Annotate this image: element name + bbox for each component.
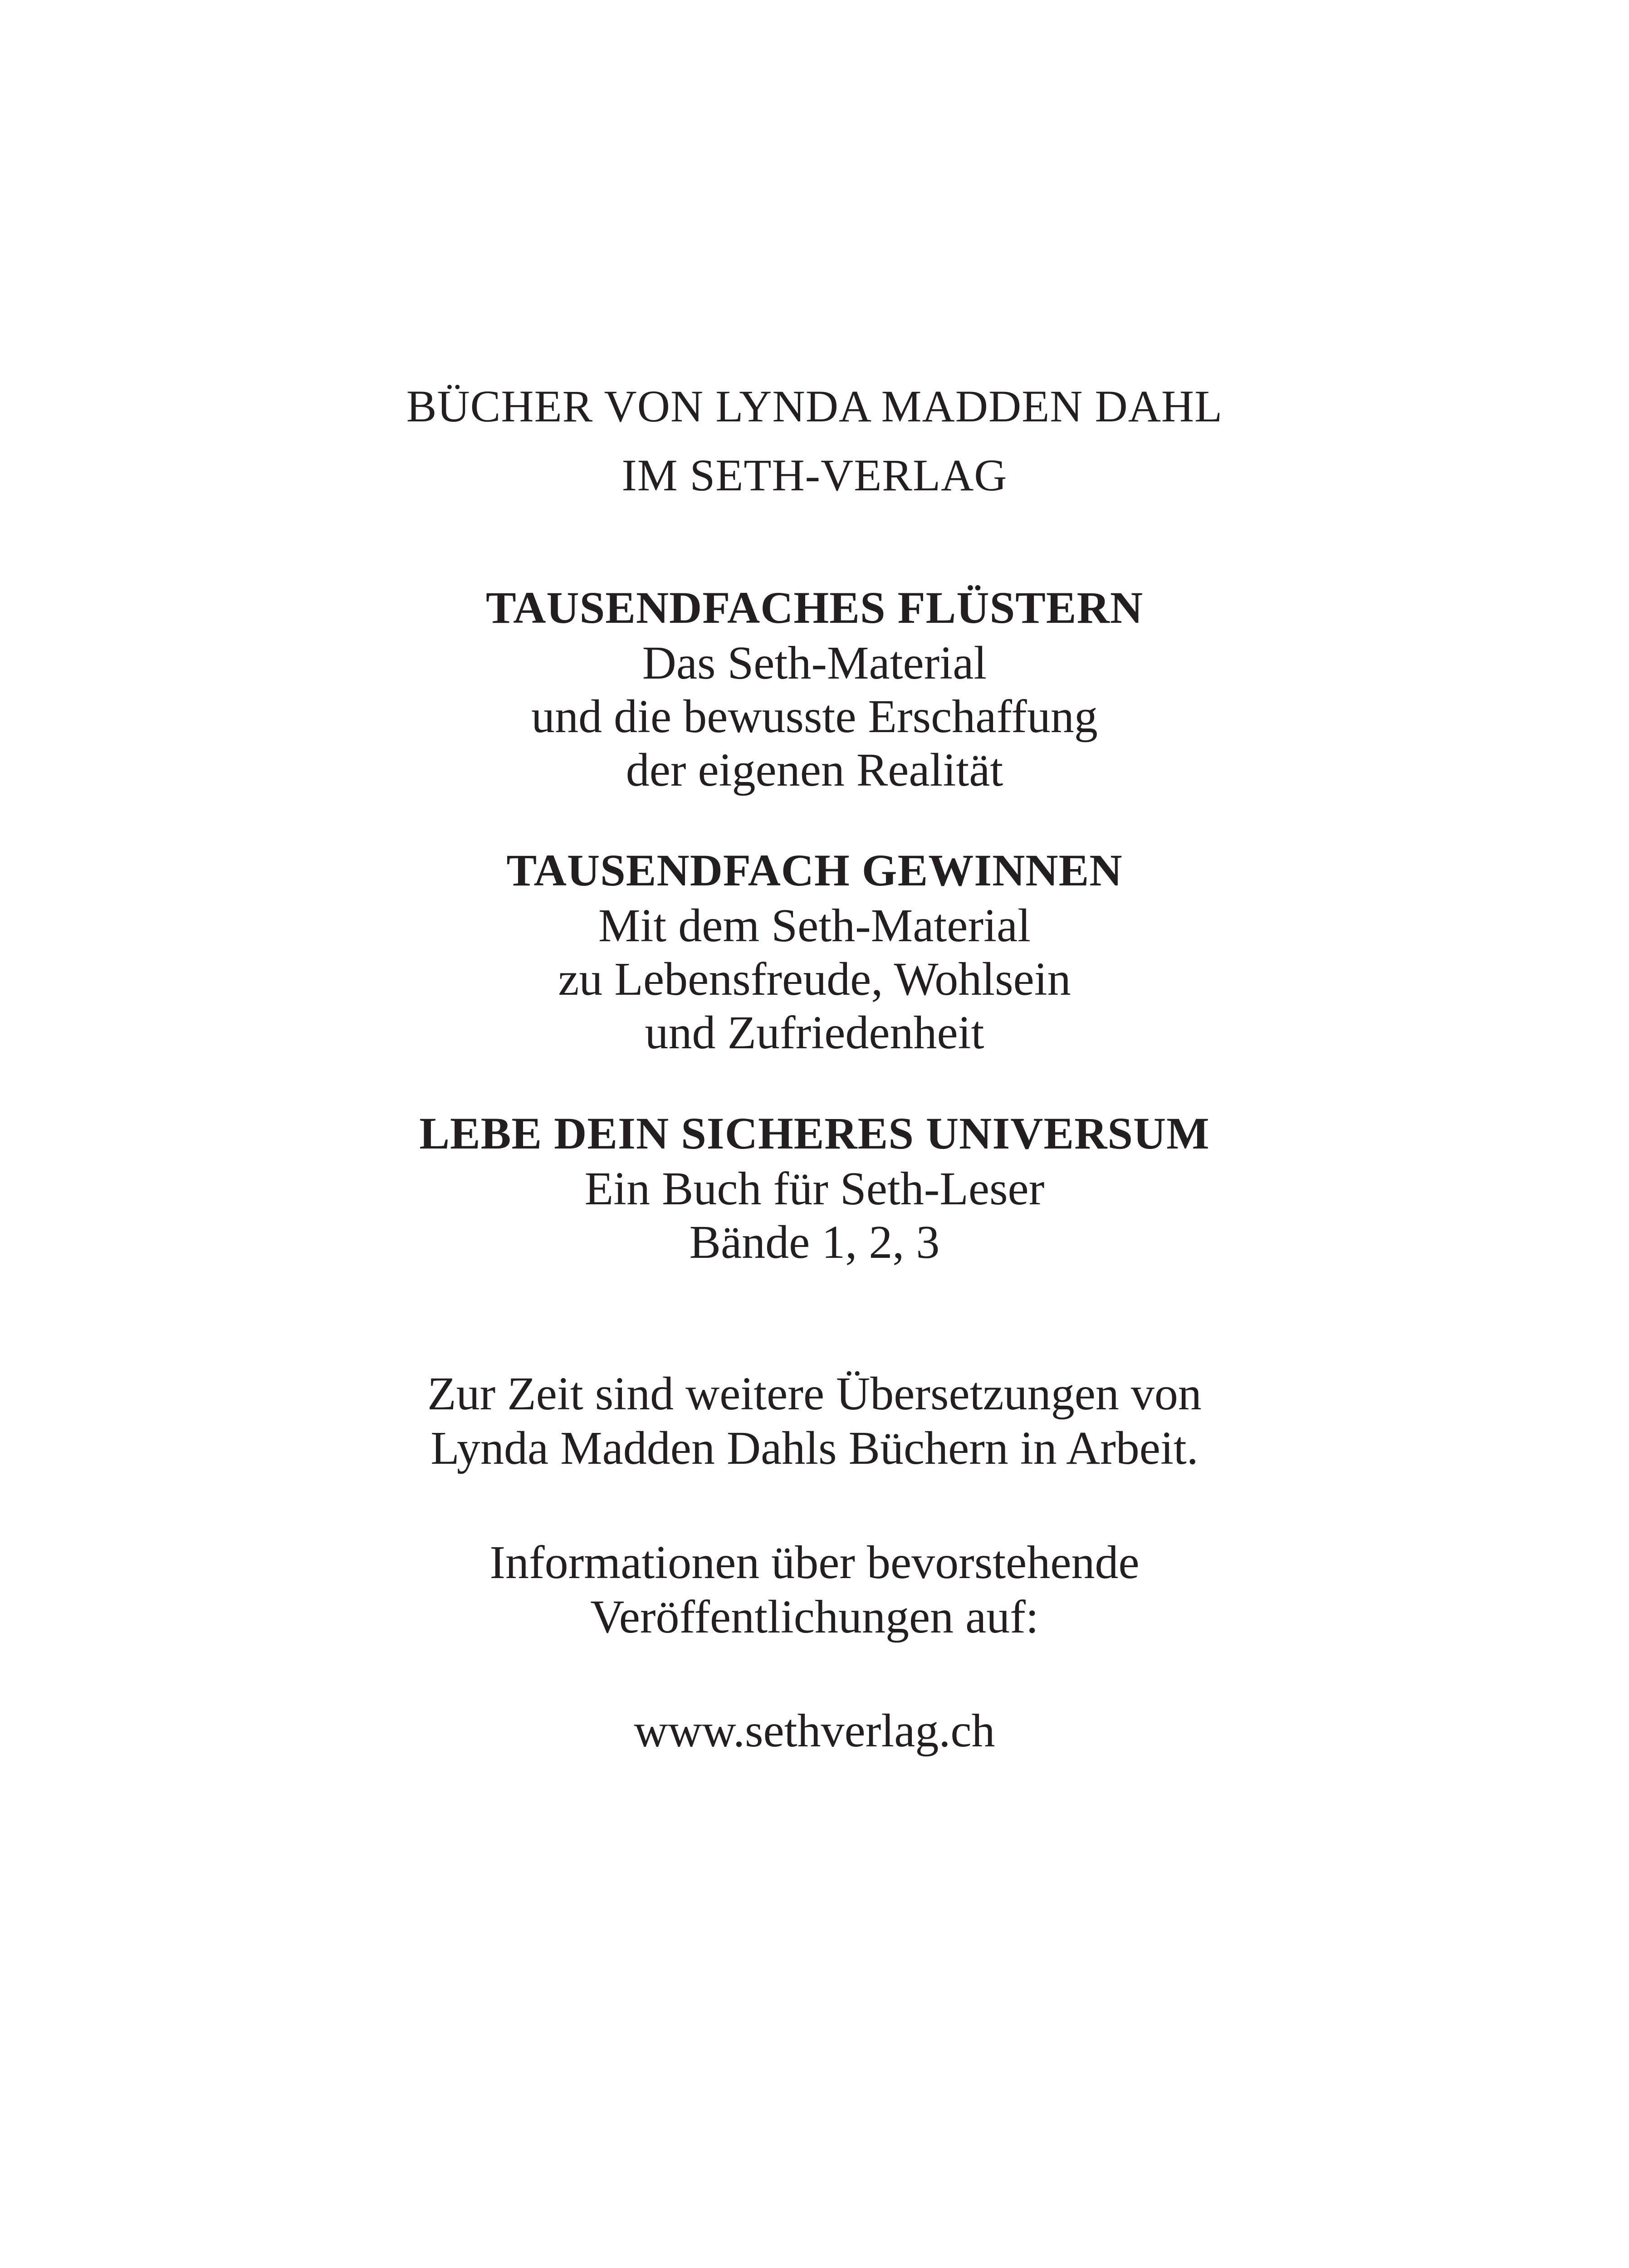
book-subtitle-line: und die bewusste Erschaffung [531, 690, 1098, 743]
book-subtitle-line: Ein Buch für Seth-Leser [584, 1163, 1045, 1215]
heading-line-2: IM SETH-VERLAG [621, 450, 1008, 500]
book-title: TAUSENDFACHES FLÜSTERN [485, 582, 1144, 633]
website-url: www.sethverlag.ch [634, 1705, 995, 1757]
publications-info [0, 1535, 1629, 1644]
book-title: LEBE DEIN SICHERES UNIVERSUM [419, 1108, 1210, 1158]
book-entry [0, 1105, 1629, 1269]
book-subtitle-line: und Zufriedenheit [645, 1007, 984, 1059]
translations-note-line-1: Zur Zeit sind weitere Übersetzungen von [427, 1368, 1202, 1420]
book-subtitle-line: Das Seth-Material [642, 637, 987, 689]
publisher-website [0, 1704, 1629, 1758]
publications-info-line-1: Informationen über bevorstehende [489, 1536, 1140, 1589]
book-subtitle-line: der eigenen Realität [626, 744, 1003, 796]
publications-info-line-2: Veröffentlichungen auf: [590, 1591, 1039, 1643]
book-subtitle-line: zu Lebensfreude, Wohlsein [558, 953, 1071, 1005]
translations-note-line-2: Lynda Madden Dahls Büchern in Arbeit. [430, 1422, 1199, 1474]
book-entry [0, 842, 1629, 1060]
page-heading [0, 372, 1629, 510]
book-entry [0, 579, 1629, 797]
book-subtitle-line: Mit dem Seth-Material [598, 899, 1031, 952]
heading-line-1: BÜCHER VON LYNDA MADDEN DAHL [406, 381, 1223, 431]
book-title: TAUSENDFACH GEWINNEN [506, 845, 1123, 895]
translations-note [0, 1367, 1629, 1476]
book-subtitle-line: Bände 1, 2, 3 [689, 1216, 940, 1268]
